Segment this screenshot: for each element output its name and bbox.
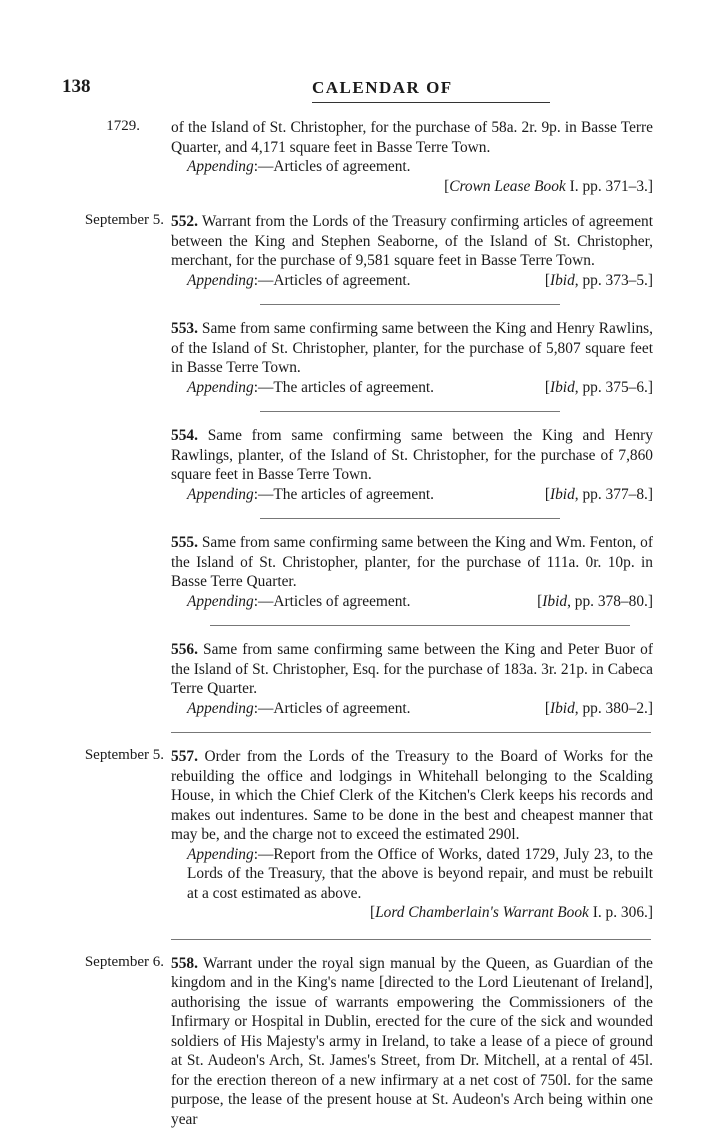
citation-pages: I. p. 306.] <box>588 904 653 921</box>
entry-divider <box>260 518 560 519</box>
appending-line <box>171 157 653 177</box>
citation-pages: I. pp. 371–3.] <box>569 177 653 195</box>
entry-text <box>171 640 653 699</box>
citation <box>545 271 653 291</box>
entry-description: Same from same confirming same between the King and Wm. Fenton, of the Island of St. Christopher, planter, for the purchase of 111a. 0r. 10p. in Basse Terre Quarter. <box>171 534 653 590</box>
citation <box>537 592 653 612</box>
citation-ibid: Ibid <box>549 271 575 289</box>
citation-bracket: [ <box>444 177 450 195</box>
appending-label: Appending <box>187 699 254 717</box>
appending-line <box>171 592 653 612</box>
entry-description: Same from same confirming same between the King and Henry Rawlins, of the Island of St. Christopher, planter, for the purchase of 5,807 square feet in Basse Terre Town. <box>171 320 653 376</box>
citation <box>545 485 653 505</box>
entry-number: 557. <box>171 748 198 765</box>
entry-description: Warrant under the royal sign manual by the Queen, as Guardian of the kingdom and in the King's name [directed to the Lord Lieutenant of Ireland], authorising the issue of warrants empowering the Commissioners of the Infirmary or Hospital in Dublin, erected for the cure of the sick and wounded soldiers of His Majesty's army in Ireland, to take a lease of a piece of ground at St. Audeon's Arch, St. James's Street, from Dr. Mitchell, at a rental of 45l. for the erection thereon of a new infirmary at a net cost of 750l. for the same purpose, the lease of the present house at St. Audeon's Arch being within one year <box>171 954 653 1128</box>
calendar-entry-557 <box>0 747 720 923</box>
entry-text <box>171 319 653 378</box>
entry-body <box>171 640 653 718</box>
citation-ibid: Ibid <box>549 378 575 396</box>
entry-divider <box>260 304 560 305</box>
citation-ibid: Ibid <box>549 485 575 503</box>
calendar-entry-555 <box>0 533 720 611</box>
entry-number: 554. <box>171 427 198 444</box>
citation-bracket: [ <box>369 904 376 921</box>
citation-pages: , pp. 373–5.] <box>574 271 653 289</box>
appending-label: Appending <box>187 592 254 610</box>
entry-number: 558. <box>171 954 198 972</box>
citation-bracket: [ <box>544 485 550 503</box>
appending-line <box>171 845 653 904</box>
entry-number: 552. <box>171 213 198 230</box>
entry-body <box>171 319 653 397</box>
calendar-entry-556 <box>0 640 720 718</box>
entry-text: of the Island of St. Christopher, for the purchase of 58a. 2r. 9p. in Basse Terre Quarter, and 4,171 square feet in Basse Terre Town. <box>171 119 653 156</box>
citation-ibid: Ibid <box>542 592 568 610</box>
entry-text <box>171 533 653 592</box>
appending-label: Appending <box>187 845 254 863</box>
citation-bracket: [ <box>544 271 550 289</box>
appending-label: Appending <box>187 271 254 289</box>
page-number: 138 <box>62 76 91 97</box>
entry-body <box>171 118 653 196</box>
calendar-entries <box>0 118 720 1145</box>
entry-description: Order from the Lords of the Treasury to the Board of Works for the rebuilding the office and lodgings in Whitehall belonging to the Scalding House, in which the Chief Clerk of the Kitchen's Clerk keeps his records and makes out indentures. Same to be done in the best and cheapest manner that may be, and the charge not to exceed the estimated 290l. <box>171 748 653 843</box>
calendar-entry-553 <box>0 319 720 397</box>
calendar-entry-554 <box>0 426 720 504</box>
entry-number: 555. <box>171 534 198 551</box>
appending-text: :—The articles of agreement. <box>253 485 435 503</box>
citation <box>171 177 653 197</box>
entry-number: 556. <box>171 641 198 658</box>
citation-bracket: [ <box>544 699 550 717</box>
entry-body <box>171 954 653 1130</box>
entry-description: Same from same confirming same between the King and Peter Buor of the Island of St. Christopher, Esq. for the purchase of 183a. 3r. 21p. in Cabeca Terre Quarter. <box>171 641 653 697</box>
citation-pages: , pp. 378–80.] <box>567 592 653 610</box>
citation-bracket: [ <box>544 378 550 396</box>
entry-divider <box>171 732 651 733</box>
appending-line <box>171 699 653 719</box>
entry-text <box>171 954 653 1130</box>
appending-label: Appending <box>187 378 254 396</box>
entry-text <box>171 426 653 485</box>
citation-ibid: Ibid <box>549 699 575 717</box>
appending-label: Appending <box>187 158 254 175</box>
citation <box>545 378 653 398</box>
appending-line <box>171 485 653 505</box>
citation-pages: , pp. 377–8.] <box>574 485 653 503</box>
entry-description: Warrant from the Lords of the Treasury confirming articles of agreement between the King and Stephen Seaborne, of the Island of St. Christopher, merchant, for the purchase of 9,581 square feet in Basse Terre Town. <box>171 213 653 269</box>
entry-divider <box>171 939 651 940</box>
header-rule <box>312 102 550 103</box>
entry-divider <box>260 411 560 412</box>
citation-pages: , pp. 380–2.] <box>574 699 653 717</box>
entry-date: September 5. <box>84 747 164 763</box>
entry-body <box>171 533 653 611</box>
calendar-entry-continuation <box>0 118 720 196</box>
appending-text: :—Articles of agreement. <box>253 592 411 610</box>
entry-body <box>171 426 653 504</box>
page-header <box>62 76 502 106</box>
entry-text <box>171 747 653 845</box>
entry-description: Same from same confirming same between the King and Henry Rawlings, planter, of the Island of St. Christopher, for the purchase of 7,860 square feet in Basse Terre Town. <box>171 427 653 483</box>
entry-divider <box>210 625 630 626</box>
calendar-entry-552 <box>0 212 720 290</box>
appending-text: :—Articles of agreement. <box>253 271 411 289</box>
entry-text <box>171 212 653 271</box>
citation <box>171 903 653 923</box>
running-title: CALENDAR OF <box>312 78 453 97</box>
appending-text: :—The articles of agreement. <box>253 378 435 396</box>
appending-text: :—Report from the Office of Works, dated 1729, July 23, to the Lords of the Treasury, that the above is beyond repair, and must be rebuilt at a cost estimated as above. <box>187 845 653 902</box>
calendar-entry-558 <box>0 954 720 1130</box>
entry-date: 1729. <box>106 118 140 134</box>
citation <box>545 699 653 719</box>
entry-body <box>171 212 653 290</box>
appending-line <box>171 378 653 398</box>
entry-date: September 6. <box>84 953 164 970</box>
appending-text: :—Articles of agreement. <box>253 158 411 175</box>
appending-label: Appending <box>187 485 254 503</box>
citation-book: Lord Chamberlain's Warrant Book <box>375 904 589 921</box>
entry-number: 553. <box>171 320 198 337</box>
entry-date: September 5. <box>84 212 164 228</box>
appending-text: :—Articles of agreement. <box>253 699 411 717</box>
citation-bracket: [ <box>537 592 543 610</box>
appending-line <box>171 271 653 291</box>
entry-body <box>171 747 653 923</box>
citation-book: Crown Lease Book <box>449 177 566 195</box>
citation-pages: , pp. 375–6.] <box>574 378 653 396</box>
